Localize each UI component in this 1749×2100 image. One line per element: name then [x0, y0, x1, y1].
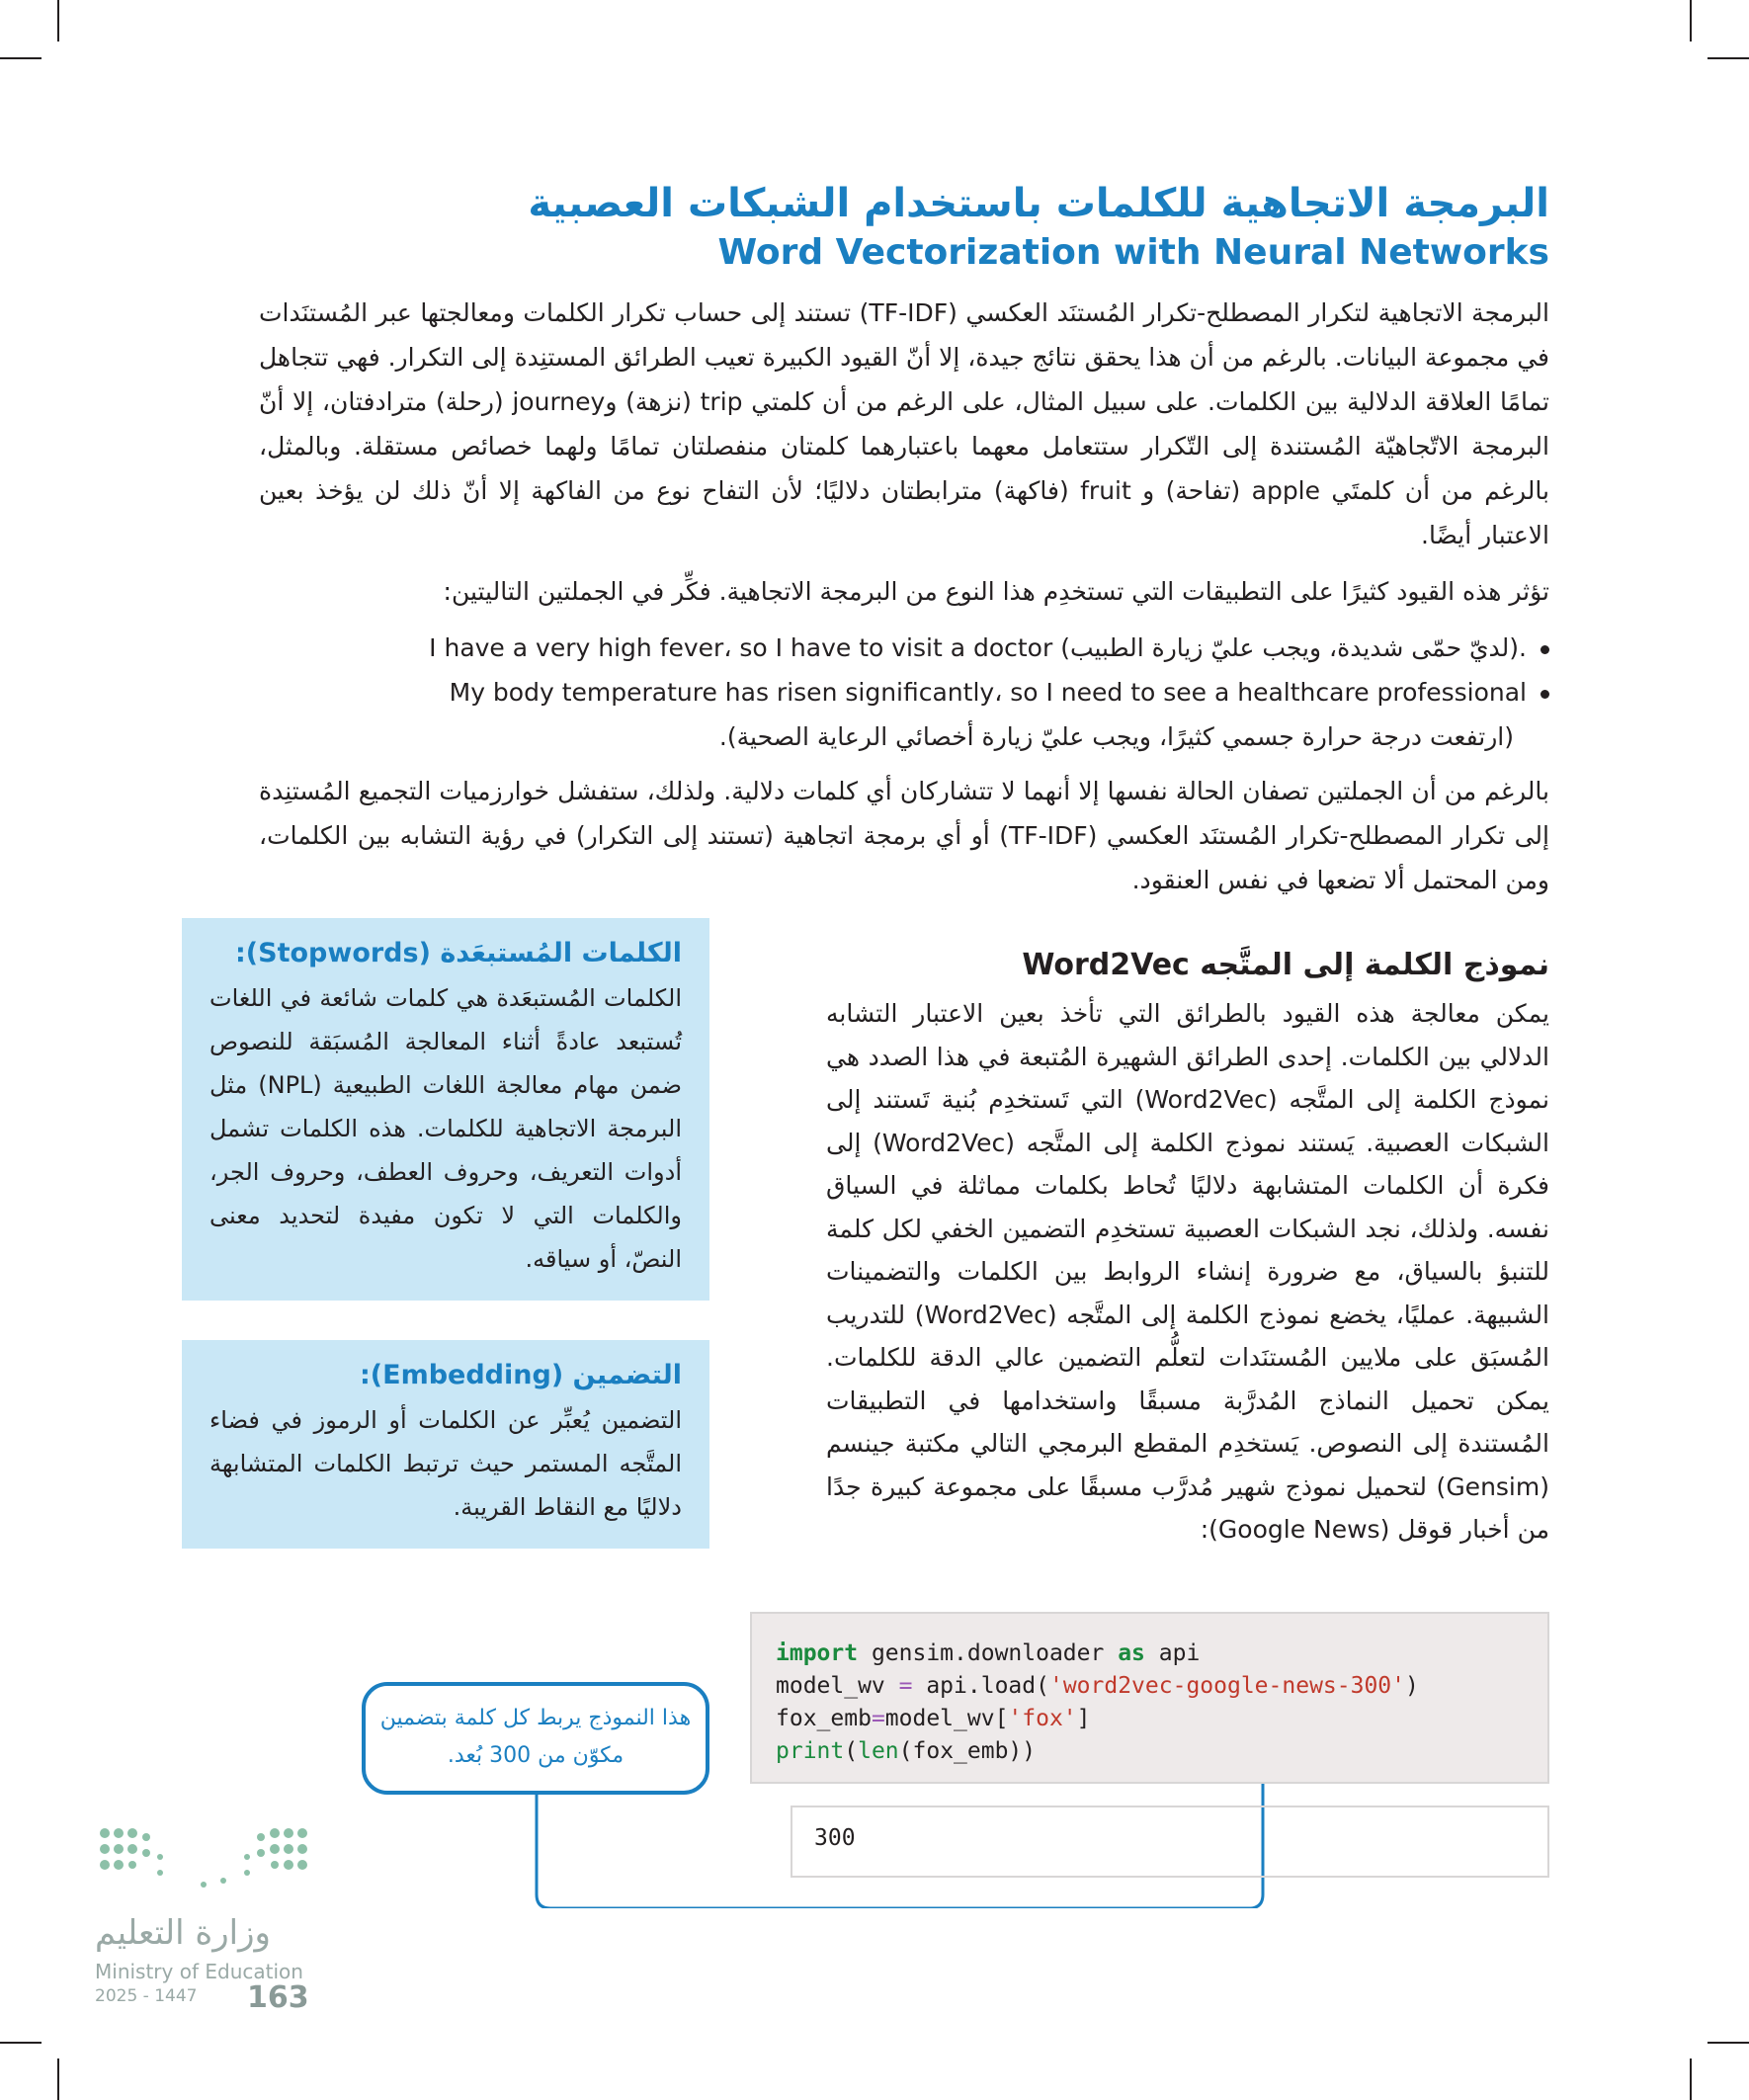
- bullet-icon: [1541, 645, 1549, 654]
- code-output: 300: [791, 1806, 1549, 1878]
- intro-section: [259, 178, 1549, 902]
- crop-mark: [57, 0, 59, 42]
- bullet-icon: [1541, 690, 1549, 699]
- stopwords-title: الكلمات المُستبعَدة (Stopwords):: [235, 938, 682, 968]
- crop-mark: [1707, 2042, 1749, 2044]
- ministry-name-arabic: وزارة التعليم: [95, 1913, 271, 1953]
- code-token: ): [1405, 1673, 1419, 1699]
- bullet-text: My body temperature has risen significantly، so I need to see a healthcare professional: [449, 678, 1527, 707]
- code-token: (: [844, 1738, 859, 1764]
- page-title-arabic: البرمجة الاتجاهية للكلمات باستخدام الشبكات العصبية: [528, 181, 1549, 226]
- code-token: fox_emb: [776, 1706, 872, 1731]
- clustering-paragraph: بالرغم من أن الجملتين تصفان الحالة نفسها إلا أنهما لا تتشاركان أي كلمات دلالية. ولذلك، ستفشل خوارزميات التجميع المُستنِدة إلى تكرار المصطلح-تكرار المُستنَد العكسي (TF-IDF) أو أي برمجة اتجاهية (تستند إلى التكرار) في رؤية التشابه بين الكلمات، ومن المحتمل ألا تضعها في نفس العنقود.: [259, 777, 1549, 894]
- crop-mark: [1707, 57, 1749, 59]
- word2vec-section: [826, 948, 1549, 1552]
- code-token: =: [898, 1673, 913, 1699]
- code-token: api: [1144, 1640, 1201, 1666]
- bullet-item: [259, 670, 1549, 714]
- stopwords-text: الكلمات المُستبعَدة هي كلمات شائعة في اللغات تُستبعد عادةً أثناء المعالجة المُسبَقة للنصوص ضمن مهام معالجة اللغات الطبيعية (NPL) مثل البرمجة الاتجاهية للكلمات. هذه الكلمات تشمل أدوات التعريف، وحروف العطف، وحروف الجر، والكلمات التي لا تكون مفيدة لتحديد معنى النصّ، أو سياقه.: [209, 984, 682, 1273]
- word2vec-heading: نموذج الكلمة إلى المتَّجه Word2Vec: [1022, 948, 1549, 982]
- code-token: =: [871, 1706, 885, 1731]
- page-content: [182, 178, 1549, 1908]
- crop-mark: [1690, 0, 1692, 42]
- code-token: api.load(: [912, 1673, 1049, 1699]
- code-example: [182, 1612, 1549, 1908]
- code-token: gensim.downloader: [858, 1640, 1119, 1666]
- two-column-section: [182, 918, 1549, 1588]
- code-token: 'word2vec-google-news-300': [1048, 1673, 1405, 1699]
- code-token: import: [776, 1640, 859, 1666]
- callout-bubble: هذا النموذج يربط كل كلمة بتضمين مكوّن من 300 بُعد.: [362, 1682, 709, 1795]
- code-block: [750, 1612, 1549, 1784]
- page-title-english: Word Vectorization with Neural Networks: [717, 232, 1549, 273]
- embedding-title: التضمين (Embedding):: [359, 1360, 682, 1390]
- code-token: 'fox': [1008, 1706, 1077, 1731]
- code-token: model_wv: [776, 1673, 899, 1699]
- ministry-name-english: Ministry of Education: [95, 1960, 303, 1983]
- embedding-box: [182, 1340, 709, 1549]
- sidebar-column: [182, 918, 709, 1588]
- page-number: 163: [247, 1980, 309, 2015]
- limitations-paragraph: تؤثر هذه القيود كثيرًا على التطبيقات التي تستخدِم هذا النوع من البرمجة الاتجاهية. فكِّر في الجملتين التاليتين:: [443, 577, 1549, 606]
- word2vec-text: يمكن معالجة هذه القيود بالطرائق التي تأخذ بعين الاعتبار التشابه الدلالي بين الكلمات. إحدى الطرائق الشهيرة المُتبعة في هذا الصدد هي نموذج الكلمة إلى المتَّجه (Word2Vec) التي تَستخدِم بُنية تَستند إلى الشبكات العصبية. يَستند نموذج الكلمة إلى المتَّجه (Word2Vec) إلى فكرة أن الكلمات المتشابهة دلاليًا تُحاط بكلمات مماثلة في السياق نفسه. ولذلك، نجد الشبكات العصبية تستخدِم التضمين الخفي لكل كلمة للتنبؤ بالسياق، مع ضرورة إنشاء الروابط بين الكلمات والتضمينات الشبيهة. عمليًا، يخضع نموذج الكلمة إلى المتَّجه (Word2Vec) للتدريب المُسبَق على ملايين المُستنَدات لتعلُّم التضمين عالي الدقة للكلمات. يمكن تحميل النماذج المُدرَّبة مسبقًا واستخدامها في التطبيقات المُستندة إلى النصوص. يَستخدِم المقطع البرمجي التالي مكتبة جينسم (Gensim) لتحميل نموذج شهير مُدرَّب مسبقًا على مجموعة كبيرة جدًا من أخبار قوقل (Google News):: [826, 999, 1550, 1544]
- crop-mark: [0, 57, 42, 59]
- year-label: 2025 - 1447: [95, 1986, 198, 2006]
- code-token: (fox_emb)): [898, 1738, 1037, 1764]
- crop-mark: [57, 2058, 59, 2100]
- crop-mark: [1690, 2058, 1692, 2100]
- code-token: model_wv[: [884, 1706, 1009, 1731]
- embedding-text: التضمين يُعبِّر عن الكلمات أو الرموز في فضاء المتَّجه المستمر حيث ترتبط الكلمات المتشابهة دلاليًا مع النقاط القريبة.: [209, 1406, 682, 1521]
- intro-paragraph: البرمجة الاتجاهية لتكرار المصطلح-تكرار المُستنَد العكسي (TF-IDF) تستند إلى حساب تكرار الكلمات ومعالجتها عبر المُستنَدات في مجموعة البيانات. بالرغم من أن هذا يحقق نتائج جيدة، إلا أنّ القيود الكبيرة تعيب الطرائق المستنِدة إلى التكرار. فهي تتجاهل تمامًا العلاقة الدلالية بين الكلمات. على سبيل المثال، على الرغم من أن كلمتي trip (نزهة) وjourney (رحلة) مترادفتان، إلا أنّ البرمجة الاتّجاهيّة المُستندة إلى التّكرار ستتعامل معهما باعتبارهما كلمتان منفصلتان تمامًا ولهما خصائص مستقلة. وبالمثل، بالرغم من أن كلمتَي apple (تفاحة) و fruit (فاكهة) مترابطتان دلاليًا؛ لأن التفاح نوع من الفاكهة إلا أنّ ذلك لن يؤخذ بعين الاعتبار أيضًا.: [259, 298, 1549, 549]
- code-token: ]: [1076, 1706, 1091, 1731]
- code-token: as: [1118, 1640, 1145, 1666]
- stopwords-box: [182, 918, 709, 1301]
- crop-mark: [0, 2042, 42, 2044]
- code-token: len: [858, 1738, 899, 1764]
- code-token: print: [776, 1738, 845, 1764]
- bullet-text: I have a very high fever، so I have to visit a doctor (لديّ حمّى شديدة، ويجب عليّ زيارة الطبيب).: [429, 633, 1527, 662]
- bullet-item: [259, 626, 1549, 670]
- ministry-logo-icon: [95, 1823, 312, 1902]
- bullet-translation: (ارتفعت درجة حرارة جسمي كثيرًا، ويجب عليّ زيارة أخصائي الرعاية الصحية).: [718, 722, 1514, 751]
